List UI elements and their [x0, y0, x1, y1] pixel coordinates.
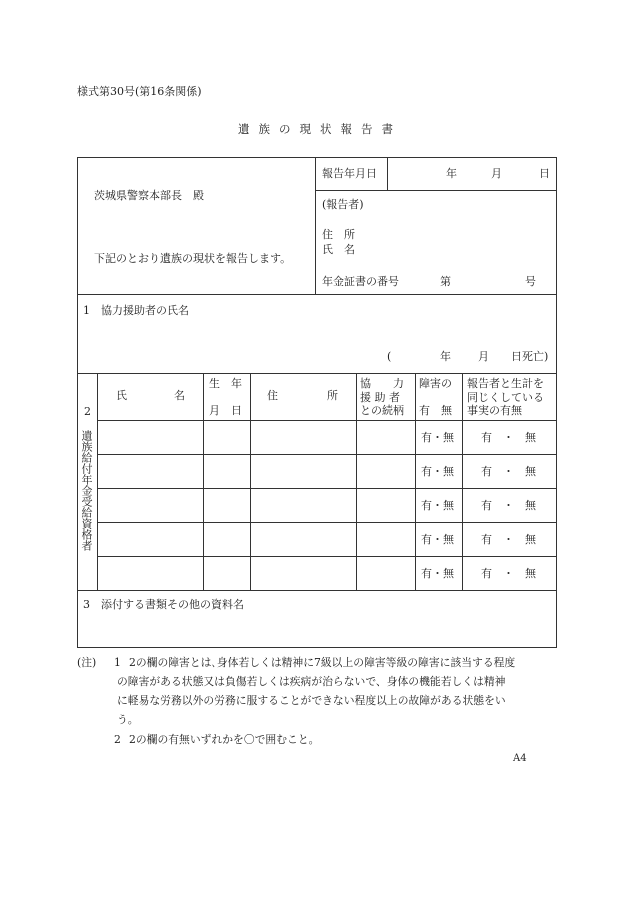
sec2-col-line-4 [356, 373, 357, 590]
form-number: 様式第30号(第16条関係) [77, 85, 202, 98]
row5-disability: 有・無 [421, 567, 454, 580]
col-rel-3: との続柄 [360, 404, 404, 417]
col-same-3: 事実の有無 [467, 404, 522, 417]
col-same-2: 同じくしている [467, 391, 544, 404]
row5-same: 有 ・ 無 [481, 567, 536, 580]
table-border-top [77, 157, 556, 158]
intro-text: 下記のとおり遺族の現状を報告します。 [94, 252, 292, 265]
note2-text: 2の欄の有無いずれかを〇で囲むこと。 [129, 733, 320, 746]
section1-death: 日死亡) [511, 350, 549, 363]
sec2-row-line-2 [97, 488, 556, 489]
col-name-a: 氏 [116, 389, 127, 402]
row3-same: 有 ・ 無 [481, 499, 536, 512]
col-dis-1: 障害の [419, 377, 452, 390]
row1-disability: 有・無 [421, 431, 454, 444]
row3-disability: 有・無 [421, 499, 454, 512]
section2-number: 2 [84, 405, 91, 418]
note1-line4: う。 [117, 713, 139, 726]
sec2-row-line-1 [97, 454, 556, 455]
date-row-line [315, 190, 556, 191]
section3-top-line [77, 590, 556, 591]
section1-paren: ( [387, 350, 392, 363]
section2-side-label: 遺族給付年金受給資格者 [80, 430, 93, 551]
sec2-header-line [97, 420, 556, 421]
col-birth-a: 生 年 [209, 377, 242, 390]
sec2-row-line-4 [97, 556, 556, 557]
notes-prefix: (注) [77, 656, 97, 669]
reporter-address-label: 住 所 [322, 228, 355, 241]
col-name-b: 名 [174, 389, 185, 402]
note1-line2: の障害がある状態又は負傷若しくは疾病が治らないで、身体の機能若しくは精神 [117, 675, 506, 688]
col-addr-a: 住 [267, 389, 278, 402]
report-date-day: 日 [539, 167, 550, 180]
note1-line3: に軽易な労務以外の労務に服することができない程度以上の故障がある状態をい [117, 694, 506, 707]
sec2-col-line-2 [203, 373, 204, 590]
row2-disability: 有・無 [421, 465, 454, 478]
note2-number: 2 [114, 733, 121, 746]
col-rel-1: 協 力 [360, 377, 404, 390]
report-date-label: 報告年月日 [322, 167, 377, 180]
note1-number: 1 [114, 656, 121, 669]
pension-number-label: 年金証書の番号 [322, 275, 399, 288]
row4-disability: 有・無 [421, 533, 454, 546]
top-divider [315, 157, 316, 294]
sec2-col-line-6 [462, 373, 463, 590]
col-rel-2: 援 助 者 [360, 391, 400, 404]
sec2-row-line-3 [97, 522, 556, 523]
table-border-bottom [77, 647, 556, 648]
pension-dai: 第 [440, 275, 451, 288]
reporter-label: (報告者) [322, 198, 364, 211]
col-same-1: 報告者と生計を [467, 377, 544, 390]
table-border-right [556, 157, 557, 648]
section1-top-line [77, 294, 556, 295]
pension-go: 号 [525, 275, 536, 288]
row4-same: 有 ・ 無 [481, 533, 536, 546]
note1-line1: 2の欄の障害とは､身体若しくは精神に7級以上の障害等級の障害に該当する程度 [129, 656, 516, 669]
row2-same: 有 ・ 無 [481, 465, 536, 478]
row1-same: 有 ・ 無 [481, 431, 536, 444]
section1-label: 1 協力援助者の氏名 [83, 304, 189, 317]
section3-label: 3 添付する書類その他の資料名 [83, 598, 244, 611]
paper-size: A4 [513, 753, 527, 764]
section1-year: 年 [440, 350, 451, 363]
section2-top-line [77, 373, 556, 374]
report-date-year: 年 [446, 167, 457, 180]
date-label-divider [387, 157, 388, 190]
sec2-col-line-3 [250, 373, 251, 590]
col-birth-b: 月 日 [209, 404, 242, 417]
sec2-col-line-5 [415, 373, 416, 590]
col-dis-2: 有 無 [419, 404, 452, 417]
table-border-left [77, 157, 78, 647]
report-date-month: 月 [491, 167, 502, 180]
addressee: 茨城県警察本部長 殿 [94, 189, 204, 202]
reporter-name-label: 氏 名 [322, 243, 355, 256]
col-addr-b: 所 [327, 389, 338, 402]
page-title: 遺族の現状報告書 [238, 122, 402, 136]
sec2-col-line-1 [97, 373, 98, 590]
section1-month: 月 [478, 350, 489, 363]
